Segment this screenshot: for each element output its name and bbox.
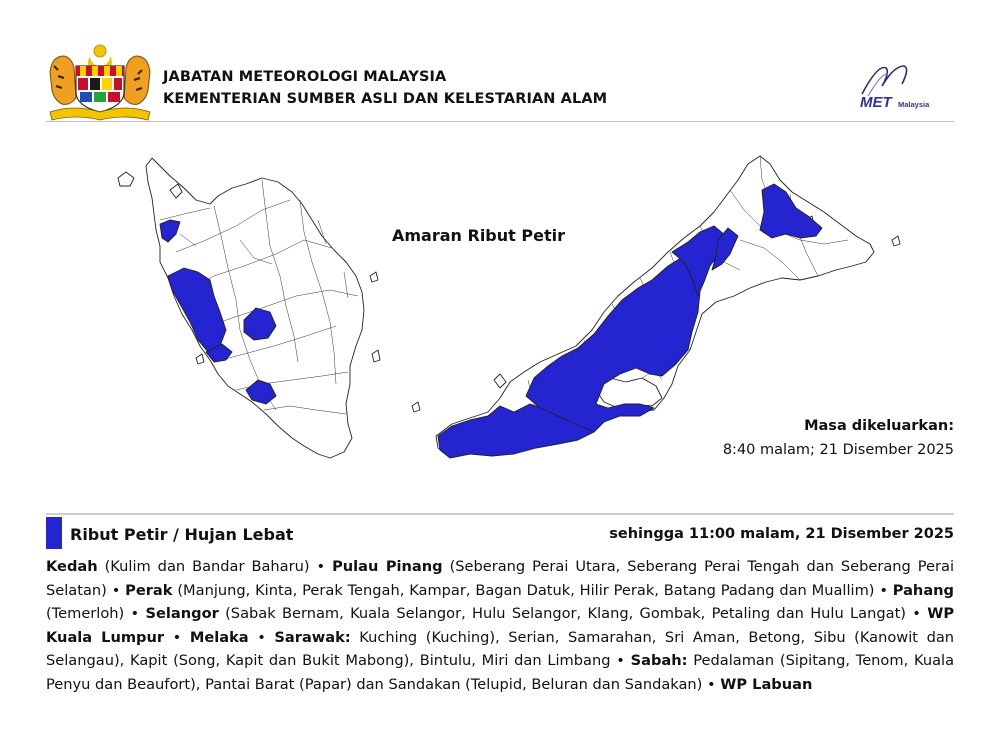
warning-state-areas: (Seberang Perai Utara, Seberang Perai Tengah dan Seberang Perai Selatan) bbox=[46, 558, 955, 599]
issued-time-block bbox=[723, 414, 954, 462]
warning-separator: • bbox=[610, 652, 631, 669]
warning-separator: • bbox=[309, 558, 333, 575]
warning-state-name: Sarawak: bbox=[274, 628, 351, 646]
header-title-block bbox=[163, 66, 607, 110]
section-divider bbox=[46, 513, 954, 515]
warning-legend-swatch bbox=[46, 517, 62, 549]
warning-state-areas: Pedalaman (Sipitang, Tenom, Kuala Penyu dan Beaufort), Pantai Barat (Papar) dan Sandakan (Telupid, Beluran dan Sandakan) bbox=[46, 652, 955, 693]
warning-state-areas: (Sabak Bernam, Kuala Selangor, Hulu Selangor, Klang, Gombak, Petaling dan Hulu Langat) bbox=[225, 605, 906, 622]
warning-state-name: WP Labuan bbox=[720, 675, 813, 693]
met-malaysia-logo bbox=[848, 60, 956, 112]
warning-state-name: Kedah bbox=[46, 558, 98, 575]
warning-separator: • bbox=[874, 581, 893, 599]
peninsular-malaysia bbox=[118, 158, 380, 458]
warning-state-name: Pulau Pinang bbox=[332, 558, 443, 575]
warning-state-name: WP Kuala Lumpur bbox=[46, 605, 955, 646]
warning-type-label: Ribut Petir / Hujan Lebat bbox=[70, 525, 294, 544]
warning-state-areas: Kuching (Kuching), Serian, Samarahan, Sri Aman, Betong, Sibu (Kanowit dan Selangau), Kapit (Song, Kapit dan Bukit Mabong), Bintulu, Miri dan Limbang bbox=[46, 628, 955, 669]
agency-name: JABATAN METEOROLOGI MALAYSIA bbox=[163, 69, 447, 85]
warning-state-name: Sabah: bbox=[630, 652, 688, 669]
borneo-malaysia bbox=[412, 156, 900, 458]
met-logo-text: MET bbox=[860, 94, 892, 111]
warning-separator: • bbox=[124, 605, 146, 622]
warning-separator: • bbox=[702, 675, 721, 693]
warning-state-name: Selangor bbox=[145, 605, 219, 622]
issued-time: 8:40 malam; 21 Disember 2025 bbox=[722, 442, 954, 458]
warning-state-name: Melaka bbox=[189, 628, 249, 646]
warning-state-areas: (Kulim dan Bandar Baharu) bbox=[104, 558, 310, 575]
warning-separator: • bbox=[248, 628, 275, 646]
warning-state-name: Pahang bbox=[892, 581, 955, 599]
warning-state-name: Perak bbox=[125, 581, 173, 599]
warning-separator: • bbox=[106, 581, 126, 599]
warning-separator: • bbox=[905, 605, 928, 622]
ministry-name: KEMENTERIAN SUMBER ASLI DAN KELESTARIAN ALAM bbox=[163, 91, 608, 107]
warning-validity: sehingga 11:00 malam, 21 Disember 2025 bbox=[609, 526, 954, 542]
met-logo-subtext: Malaysia bbox=[898, 100, 930, 109]
warning-state-areas: (Temerloh) bbox=[46, 605, 125, 622]
warning-state-areas: (Manjung, Kinta, Perak Tengah, Kampar, Bagan Datuk, Hilir Perak, Batang Padang dan Muallim) bbox=[177, 581, 875, 599]
warning-area-list bbox=[46, 555, 954, 696]
issued-label: Masa dikeluarkan: bbox=[804, 418, 954, 434]
header-divider bbox=[46, 121, 954, 122]
coat-of-arms-icon bbox=[44, 42, 156, 122]
warning-separator: • bbox=[164, 628, 190, 646]
map-title: Amaran Ribut Petir bbox=[392, 226, 565, 245]
